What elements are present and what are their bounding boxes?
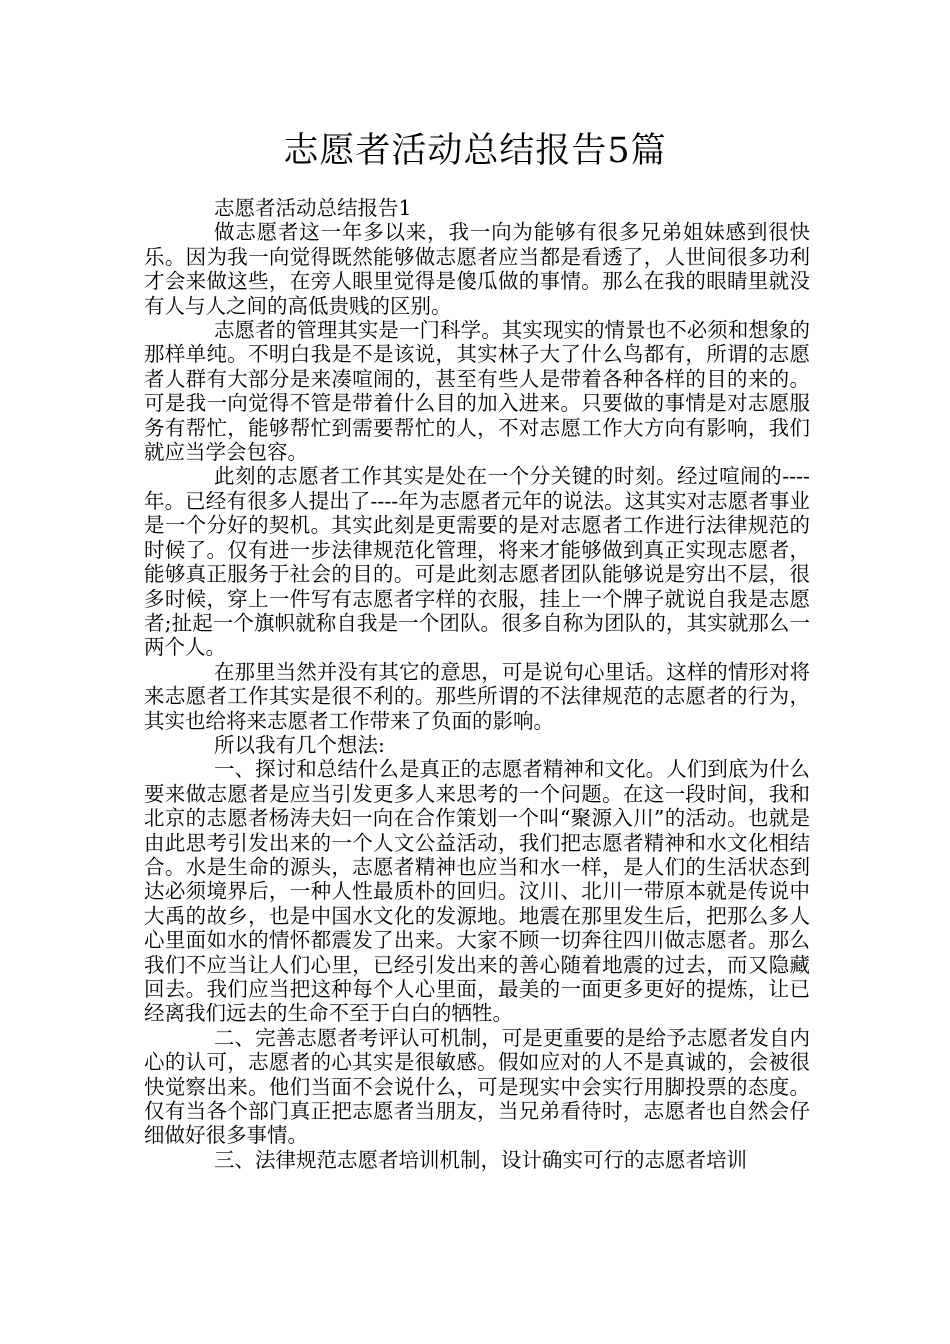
paragraph-3: 此刻的志愿者工作其实是处在一个分关键的时刻。经过喧闹的----年。已经有很多人提出了----年为志愿者元年的说法。这其实对志愿者事业是一个分好的契机。其实此刻是更需要的是对志愿者工作进行法律规范的时候了。仅有进一步法律规范化管理，将来才能够做到真正实现志愿者，能够真正服务于社会的目的。可是此刻志愿者团队能够说是穷出不层，很多时候，穿上一件写有志愿者字样的衣服，挂上一个牌子就说自我是志愿者;扯起一个旗帜就称自我是一个团队。很多自称为团队的，其实就那么一两个人。 bbox=[144, 464, 810, 660]
paragraph-1: 做志愿者这一年多以来，我一向为能够有很多兄弟姐妹感到很快乐。因为我一向觉得既然能够做志愿者应当都是看透了，人世间很多功利才会来做这些，在旁人眼里觉得是傻瓜做的事情。那么在我的眼睛里就没有人与人之间的高低贵贱的区别。 bbox=[144, 220, 810, 318]
paragraph-2: 志愿者的管理其实是一门科学。其实现实的情景也不必须和想象的那样单纯。不明白我是不是该说，其实林子大了什么鸟都有，所谓的志愿者人群有大部分是来凑喧闹的，甚至有些人是带着各种各样的目的来的。可是我一向觉得不管是带着什么目的加入进来。只要做的事情是对志愿服务有帮忙，能够帮忙到需要帮忙的人，不对志愿工作大方向有影响，我们就应当学会包容。 bbox=[144, 318, 810, 465]
paragraph-6: 一、探讨和总结什么是真正的志愿者精神和文化。人们到底为什么要来做志愿者是应当引发更多人来思考的一个问题。在这一段时间，我和北京的志愿者杨涛夫妇一向在合作策划一个叫“聚源入川”的活动。也就是由此思考引发出来的一个人文公益活动，我们把志愿者精神和水文化相结合。水是生命的源头，志愿者精神也应当和水一样，是人们的生活状态到达必须境界后，一种人性最质朴的回归。汶川、北川一带原本就是传说中大禹的故乡，也是中国水文化的发源地。地震在那里发生后，把那么多人心里面如水的情怀都震发了出来。大家不顾一切奔往四川做志愿者。那么我们不应当让人们心里，已经引发出来的善心随着地震的过去，而又隐藏回去。我们应当把这种每个人心里面，最美的一面更多更好的提炼，让已经离我们远去的生命不至于白白的牺牲。 bbox=[144, 757, 810, 1026]
paragraph-7: 二、完善志愿者考评认可机制，可是更重要的是给予志愿者发自内心的认可，志愿者的心其实是很敏感。假如应对的人不是真诚的，会被很快觉察出来。他们当面不会说什么，可是现实中会实行用脚投票的态度。仅有当各个部门真正把志愿者当朋友，当兄弟看待时，志愿者也自然会仔细做好很多事情。 bbox=[144, 1025, 810, 1148]
section-heading: 志愿者活动总结报告1 bbox=[214, 196, 412, 220]
document-title: 志愿者活动总结报告5篇 bbox=[283, 131, 667, 171]
document-body bbox=[144, 196, 810, 1172]
paragraph-5: 所以我有几个想法: bbox=[214, 732, 385, 757]
paragraph-8: 三、法律规范志愿者培训机制，设计确实可行的志愿者培训 bbox=[214, 1147, 747, 1172]
paragraph-4: 在那里当然并没有其它的意思，可是说句心里话。这样的情形对将来志愿者工作其实是很不利的。那些所谓的不法律规范的志愿者的行为，其实也给将来志愿者工作带来了负面的影响。 bbox=[144, 659, 810, 733]
